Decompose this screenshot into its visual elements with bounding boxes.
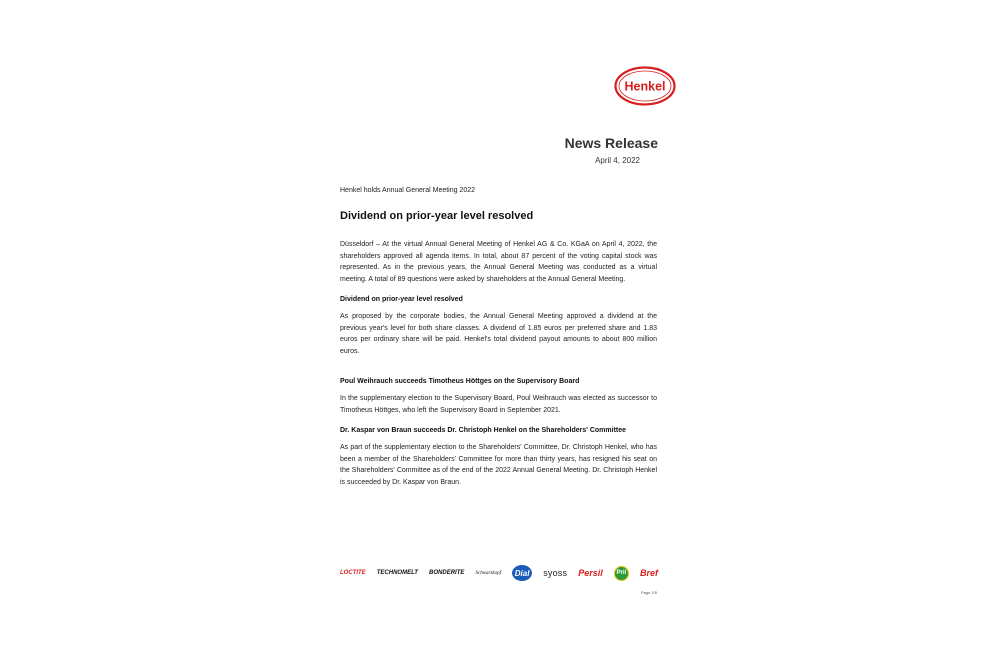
brand-logo-loctite: LOCTITE [340,570,366,576]
brand-logo-dial: Dial [512,565,532,581]
brand-logo-persil: Persil [578,568,603,578]
brand-logo-row [340,562,658,584]
section-heading-supervisory-board: Poul Weihrauch succeeds Timotheus Höttges on the Supervisory Board [340,378,580,385]
logo-text: Henkel [624,79,666,94]
brand-logo-bref: Bref [639,568,658,578]
brand-logo-syoss: syoss [543,568,568,578]
section-heading-dividend: Dividend on prior-year level resolved [340,296,463,303]
release-date: April 4, 2022 [595,156,640,165]
intro-paragraph: Düsseldorf – At the virtual Annual General Meeting of Henkel AG & Co. KGaA on April 4, 2022, the shareholders approved all agenda items. In total, about 87 percent of the voting capital stock was represented. As in the previous years, the Annual General Meeting was conducted as a virtual meeting. A total of 89 questions were asked by shareholders at the Annual General Meeting. [340,241,657,283]
section-heading-shareholders-committee: Dr. Kaspar von Braun succeeds Dr. Christoph Henkel on the Shareholders' Committee [340,427,627,434]
article-body [340,187,657,499]
section-body-shareholders-committee: As part of the supplementary election to the Shareholders' Committee, Dr. Christoph Henkel, who has been a member of the Shareholders' Committee for more than thirty years, has resigned his seat on the Shareholders' Committee as of the end of the 2022 Annual General Meeting. Dr. Christoph Henkel is succeeded by Dr. Kaspar von Braun. [340,444,657,486]
henkel-logo [614,66,676,106]
brand-logo-bonderite: BONDERITE [429,570,465,576]
page-title: News Release [564,135,658,151]
section-body-supervisory-board: In the supplementary election to the Supervisory Board, Poul Weihrauch was elected as successor to Timotheus Höttges, who left the Supervisory Board in September 2021. [340,395,657,414]
brand-logo-technomelt: TECHNOMELT [376,570,418,576]
section-body-dividend: As proposed by the corporate bodies, the Annual General Meeting approved a dividend at the previous year's level for both share classes. A dividend of 1.85 euros per preferred share and 1.83 euros per ordinary share will be paid. Henkel's total dividend payout amounts to about 800 million euros. [340,313,657,355]
article-headline: Dividend on prior-year level resolved [340,210,534,222]
brand-logo-pril: Pril [614,566,629,581]
article-kicker: Henkel holds Annual General Meeting 2022 [340,187,476,194]
brand-logo-schwarzkopf: Schwarzkopf [475,570,502,576]
page-number: Page 1/5 [640,590,657,595]
